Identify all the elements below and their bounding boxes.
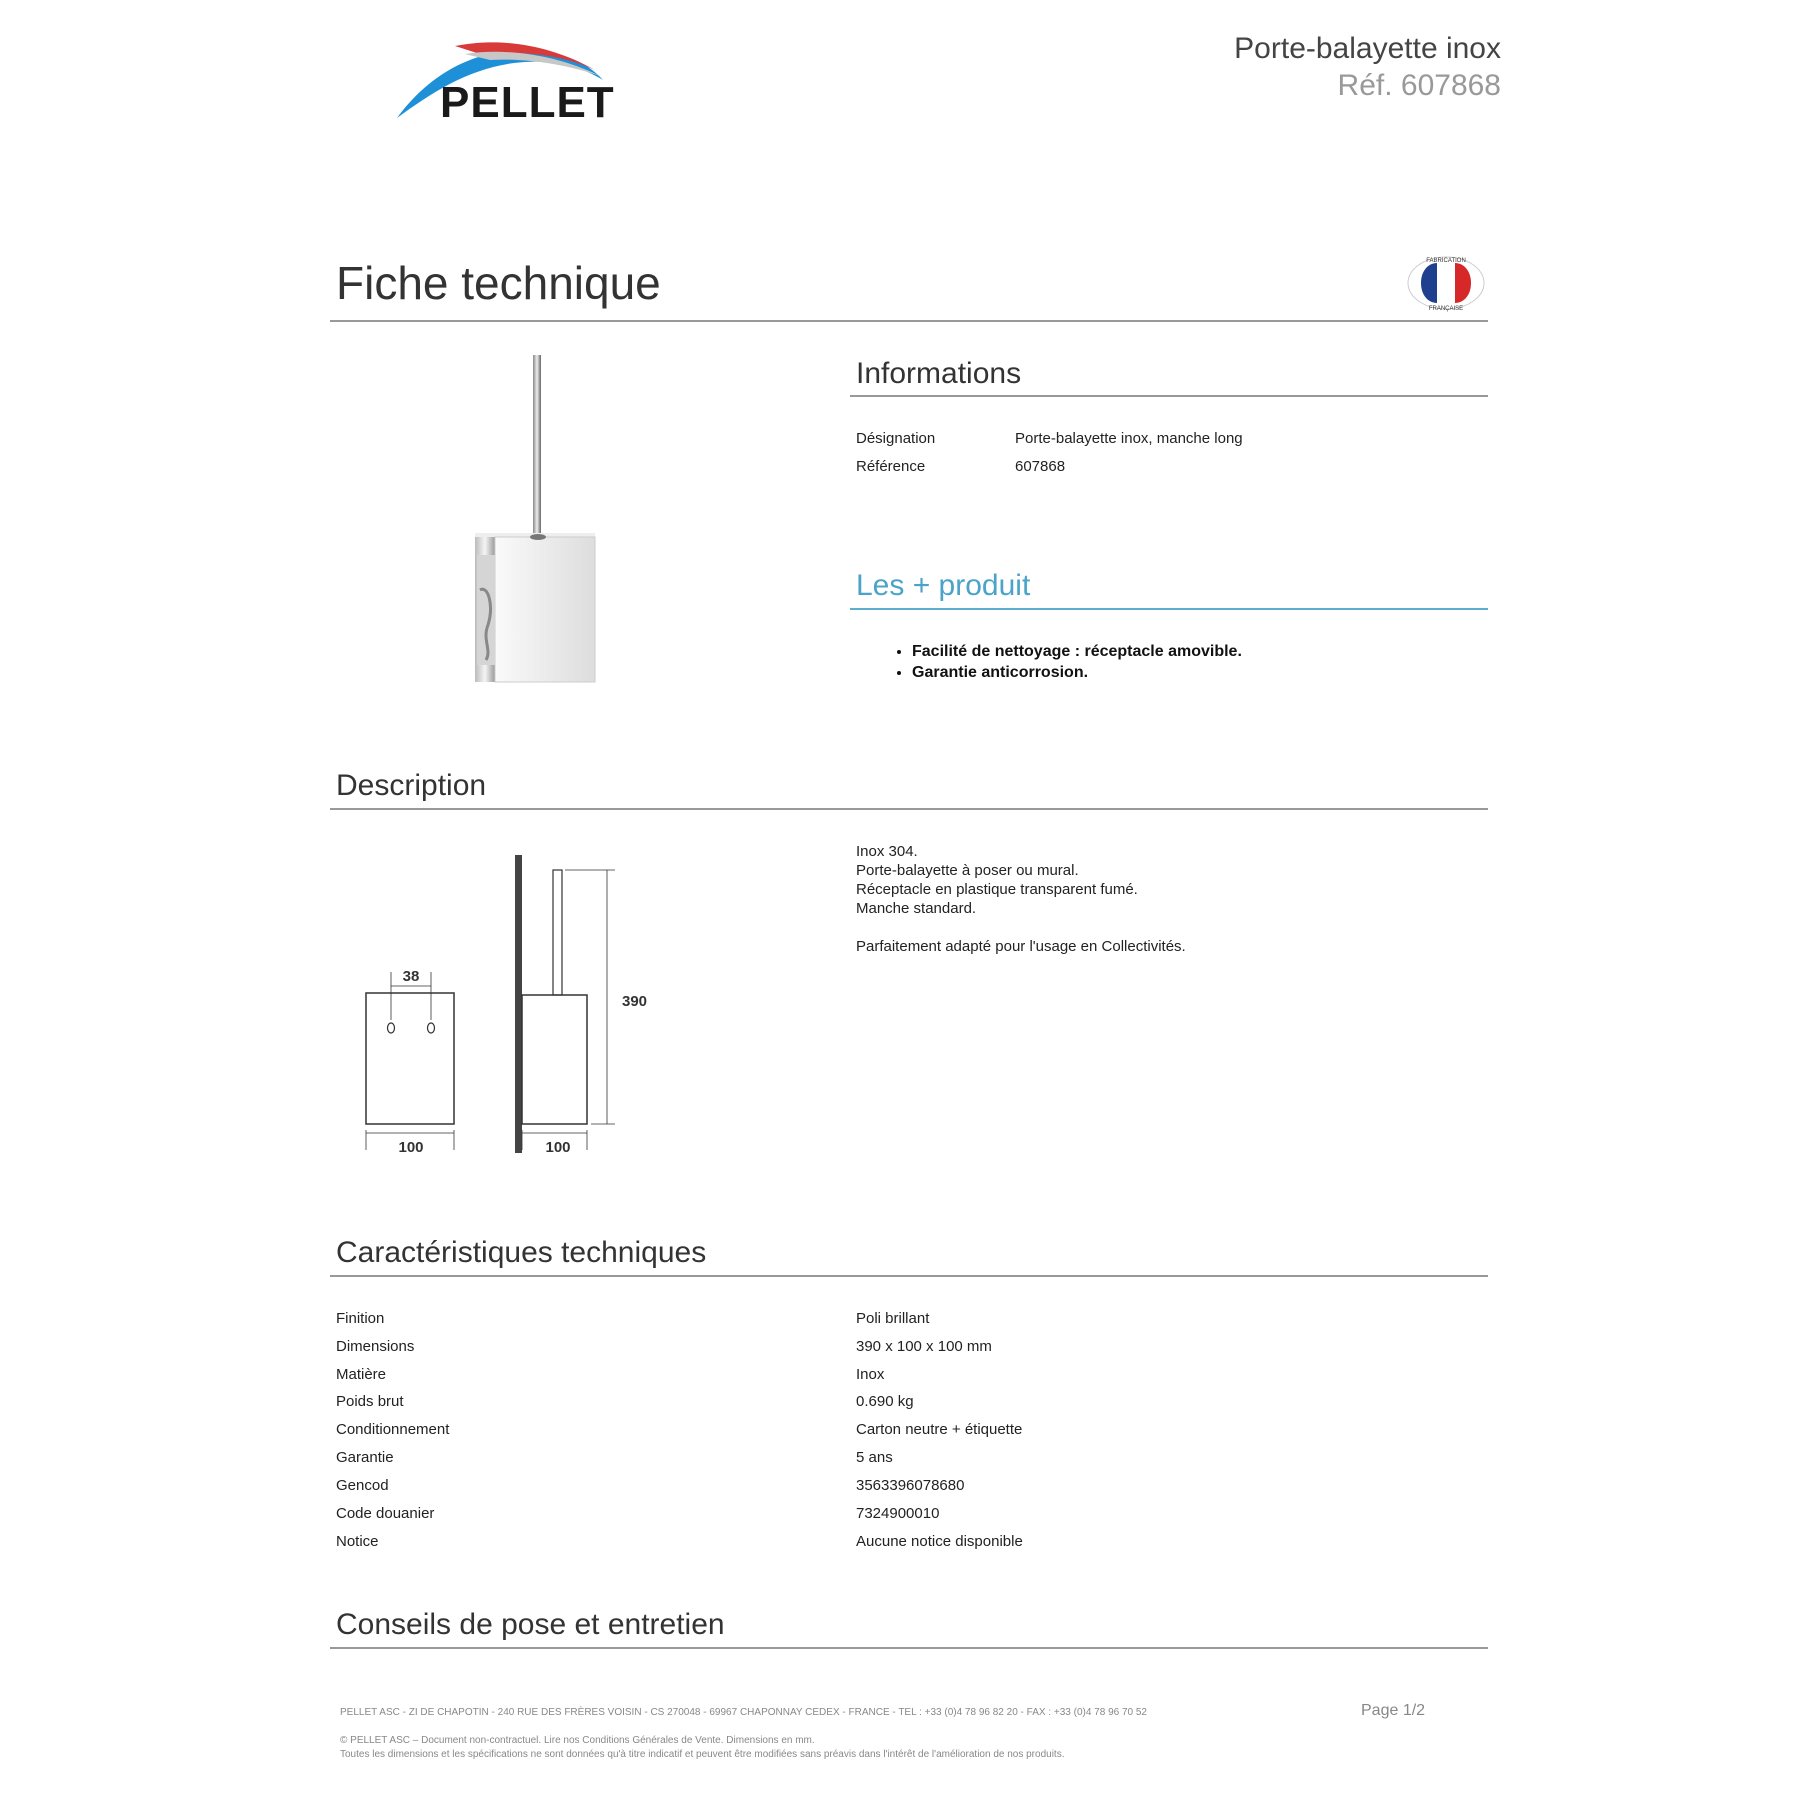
caracteristiques-title: Caractéristiques techniques — [336, 1236, 707, 1269]
plus-produit-title: Les + produit — [856, 569, 1031, 602]
fabrication-francaise-badge — [1405, 254, 1487, 312]
plus-produit-item: • Garantie anticorrosion. — [912, 664, 1242, 682]
plus-produit-rule — [850, 608, 1488, 610]
dim-width-front-label: 100 — [398, 1139, 424, 1156]
spec-value: Carton neutre + étiquette — [856, 1421, 1023, 1438]
dimension-diagram — [355, 850, 655, 1160]
spec-label: Poids brut — [336, 1393, 404, 1410]
logo — [395, 40, 635, 125]
informations-title: Informations — [856, 357, 1022, 390]
logo-text: PELLET — [440, 78, 615, 127]
description-line: Porte-balayette à poser ou mural. — [856, 862, 1079, 879]
page-number: Page 1/2 — [1361, 1702, 1426, 1719]
conseils-title: Conseils de pose et entretien — [336, 1608, 725, 1641]
product-title: Porte-balayette inox — [1234, 32, 1501, 65]
footer-address: PELLET ASC - ZI DE CHAPOTIN - 240 RUE DES FRÈRES VOISIN - CS 270048 - 69967 CHAPONNAY CEDEX - FRANCE - TEL : +33 (0)4 78 96 82 20 - FAX : +33 (0)4 78 96 70 52 — [340, 1707, 1147, 1718]
info-value-reference: 607868 — [1015, 458, 1066, 475]
french-flag-badge-icon — [1405, 254, 1487, 312]
plus-produit-item: • Facilité de nettoyage : réceptacle amovible. — [912, 643, 1242, 661]
dim-height-label: 390 — [622, 993, 648, 1010]
product-photo — [370, 355, 700, 700]
description-rule — [330, 808, 1488, 810]
description-text — [856, 842, 1456, 956]
page-title-rule — [330, 320, 1488, 322]
info-label-designation: Désignation — [856, 430, 936, 447]
product-reference: Réf. 607868 — [1337, 69, 1501, 102]
spec-label: Notice — [336, 1533, 379, 1550]
page-title: Fiche technique — [336, 257, 661, 309]
badge-top-text: FABRICATION — [1426, 258, 1466, 264]
spec-value: 390 x 100 x 100 mm — [856, 1338, 992, 1355]
dim-spacing-label: 38 — [402, 968, 420, 985]
badge-bottom-text: FRANÇAISE — [1428, 306, 1464, 312]
spec-label: Code douanier — [336, 1505, 435, 1522]
spec-label: Conditionnement — [336, 1421, 450, 1438]
description-title: Description — [336, 769, 487, 802]
description-line: Inox 304. — [856, 843, 918, 860]
spec-label: Garantie — [336, 1449, 394, 1466]
spec-label: Matière — [336, 1366, 387, 1383]
info-value-designation: Porte-balayette inox, manche long — [1015, 430, 1243, 447]
footer-legal-1: © PELLET ASC – Document non-contractuel. Lire nos Conditions Générales de Vente. Dimensions en mm. — [340, 1735, 815, 1746]
description-line — [856, 918, 1456, 937]
caracteristiques-rule — [330, 1275, 1488, 1277]
plus-produit-list — [892, 643, 1242, 685]
conseils-rule — [330, 1647, 1488, 1649]
description-line: Réceptacle en plastique transparent fumé. — [856, 881, 1138, 898]
spec-value: Inox — [856, 1366, 885, 1383]
spec-value: 0.690 kg — [856, 1393, 914, 1410]
info-label-reference: Référence — [856, 458, 926, 475]
description-line: Manche standard. — [856, 900, 977, 917]
informations-rule — [850, 395, 1488, 397]
spec-label: Dimensions — [336, 1338, 415, 1355]
spec-label: Finition — [336, 1310, 385, 1327]
description-line: Parfaitement adapté pour l'usage en Collectivités. — [856, 938, 1186, 955]
spec-value: 3563396078680 — [856, 1477, 965, 1494]
footer-legal-2: Toutes les dimensions et les spécifications ne sont données qu'à titre indicatif et peuvent être modifiées sans préavis dans l'intérêt de l'amélioration de nos produits. — [340, 1749, 1065, 1760]
spec-value: Poli brillant — [856, 1310, 930, 1327]
spec-value: 5 ans — [856, 1449, 893, 1466]
spec-label: Gencod — [336, 1477, 389, 1494]
dim-width-side-label: 100 — [545, 1139, 571, 1156]
spec-value: Aucune notice disponible — [856, 1533, 1023, 1550]
spec-value: 7324900010 — [856, 1505, 940, 1522]
